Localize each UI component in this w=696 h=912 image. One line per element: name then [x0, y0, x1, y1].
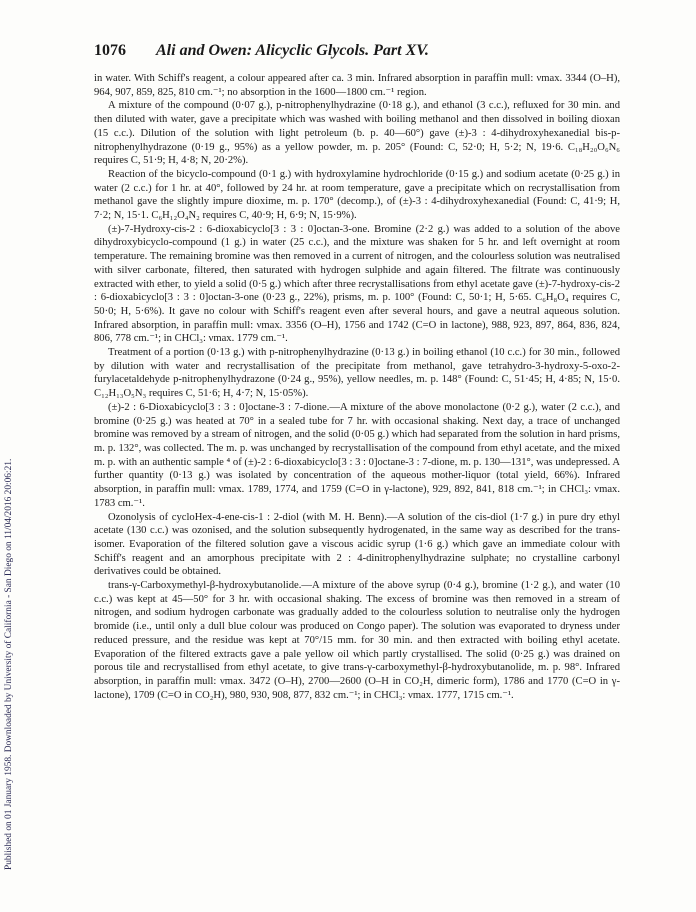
page-number: 1076	[94, 42, 126, 59]
paragraph-hydroxy-lactone: (±)-7-Hydroxy-cis-2 : 6-dioxabicyclo[3 : 3 : 0]octan-3-one. Bromine (2·2 g.) was added to a solution of the above dihydroxybicyclo-compound (1 g.) in water (25 c.c.), and the mixture was shaken for 5 hr. and left overnight at room temperature. The remaining bromine was then removed in a current of nitrogen, and the colourless solution was neutralised with silver carbonate, filtered, then saturated with hydrogen sulphide and again filtered. The filtrate was continuously extracted with ether, to yield a solid (0·5 g.) which after three recrystallisations from ethyl acetate gave (±)-7-hydroxy-cis-2 : 6-dioxabicyclo[3 : 3 : 0]octan-3-one (0·23 g., 22%), prisms, m. p. 100° (Found: C, 50·1; H, 5·65. C₆H₈O₄ requires C, 50·0; H, 5·6%). It gave no colour with Schiff's reagent even after several hours, and gave a neutral aqueous solution. Infrared absorption, in paraffin mull: νmax. 3356 (O–H), 1756 and 1742 (C=O in lactone), 988, 923, 897, 864, 836, 824, 806, 778 cm.⁻¹; in CHCl₃: νmax. 1779 cm.⁻¹.	[94, 223, 620, 345]
download-notice: Published on 01 January 1958. Downloaded by University of California - San Diego on 11/04/2016 20:06:21.	[4, 458, 14, 870]
paragraph-ozonolysis: Ozonolysis of cycloHex-4-ene-cis-1 : 2-diol (with M. H. Benn).—A solution of the cis-diol (1·7 g.) in pure dry ethyl acetate (130 c.c.) was ozonised, and the solution subsequently hydrogenated, in the same way as described for the trans-isomer. Evaporation of the filtered solution gave a viscous acidic syrup (1·6 g.) which gave an immediate colour with Schiff's reagent and an amorphous precipitate with 2 : 4-dinitrophenylhydrazine sulphate; no crystalline carbonyl derivatives could be obtained.	[94, 511, 620, 578]
running-title: Ali and Owen: Alicyclic Glycols. Part XV.	[156, 42, 429, 59]
paragraph-dilactone: (±)-2 : 6-Dioxabicyclo[3 : 3 : 0]octane-3 : 7-dione.—A mixture of the above monolactone (0·2 g.), water (2 c.c.), and bromine (0·25 g.) was heated at 70° in a sealed tube for 7 hr. with occasional shaking. Next day, a trace of unchanged bromine was removed by a stream of nitrogen, and the solid (0·05 g.) which had separated from the solution in hard prisms, m. p. 132°, was collected. The m. p. was unchanged by recrystallisation of the compound from ethyl acetate, and the mixed m. p. with an authentic sample ⁴ of (±)-2 : 6-dioxabicyclo[3 : 3 : 0]octane-3 : 7-dione, m. p. 130—131°, was undepressed. A further quantity (0·13 g.) was isolated by concentration of the aqueous mother-liquor (total yield, 66%). Infrared absorption, in paraffin mull: νmax. 1789, 1774, and 1759 (C=O in γ-lactone), 929, 892, 841, 818 cm.⁻¹; in CHCl₃: νmax. 1783 cm.⁻¹.	[94, 401, 620, 509]
paragraph-butanolide: trans-γ-Carboxymethyl-β-hydroxybutanolide.—A mixture of the above syrup (0·4 g.), bromine (1·2 g.), and water (10 c.c.) was kept at 45—50° for 3 hr. with occasional shaking. The excess of bromine was then removed in a stream of nitrogen, and sodium hydrogen carbonate was gradually added to the colourless solution to neutralise only the hydrogen bromide (i.e., until only a dull blue colour was produced on Congo paper). The solution was evaporated to dryness under reduced pressure, and the residue was kept at 70°/15 mm. for 30 min. and then extracted with boiling ethyl acetate. Evaporation of the filtered extracts gave a pale yellow oil which partly crystallised. The solid (0·25 g.) was drained on porous tile and recrystallised from ethyl acetate, to give trans-γ-carboxymethyl-β-hydroxybutanolide, m. p. 98°. Infrared absorption, in paraffin mull: νmax. 3472 (O–H), 2700—2600 (O–H in CO₂H, dimeric form), 1786 and 1770 (C=O in γ-lactone), 1709 (C=O in CO₂H), 980, 930, 908, 877, 832 cm.⁻¹; in CHCl₃: νmax. 1777, 1715 cm.⁻¹.	[94, 580, 620, 701]
paragraph-dioxime: Reaction of the bicyclo-compound (0·1 g.) with hydroxylamine hydrochloride (0·15 g.) and sodium acetate (0·25 g.) in water (2 c.c.) for 1 hr. at 40°, followed by 24 hr. at room temperature, gave a precipitate which on recrystallisation from methanol gave the slightly impure dioxime, m. p. 170° (decomp.), of (±)-3 : 4-dihydroxyhexanedial (Found: C, 41·9; H, 7·2; N, 15·1. C₆H₁₂O₄N₂ requires C, 40·9; H, 6·9; N, 15·9%).	[94, 168, 620, 222]
article-body	[94, 72, 620, 908]
paragraph-furylacetaldehyde: Treatment of a portion (0·13 g.) with p-nitrophenylhydrazine (0·13 g.) in boiling ethanol (10 c.c.) for 30 min., followed by dilution with water and recrystallisation of the precipitate from methanol, gave tetrahydro-3-hydroxy-5-oxo-2-furylacetaldehyde p-nitrophenylhydrazone (0·24 g., 95%), yellow needles, m. p. 148° (Found: C, 51·45; H, 4·85; N, 15·0. C₁₂H₁₃O₅N₃ requires C, 51·6; H, 4·7; N, 15·05%).	[94, 347, 620, 400]
paragraph-bis-hydrazone: A mixture of the compound (0·07 g.), p-nitrophenylhydrazine (0·18 g.), and ethanol (3 c.c.), refluxed for 30 min. and then diluted with water, gave a precipitate which was washed with boiling methanol and then dissolved in boiling dioxan (15 c.c.). Dilution of the solution with light petroleum (b. p. 40—60°) gave (±)-3 : 4-dihydroxyhexanedial bis-p-nitrophenylhydrazone (0·19 g., 95%) as a yellow powder, m. p. 205° (Found: C, 52·0; H, 5·2; N, 19·6. C₁₈H₂₀O₆N₆ requires C, 51·9; H, 4·8; N, 20·2%).	[94, 100, 620, 167]
download-notice-margin	[2, 70, 16, 870]
paragraph-continuation: in water. With Schiff's reagent, a colour appeared after ca. 3 min. Infrared absorption in paraffin mull: νmax. 3344 (O–H), 964, 907, 859, 825, 810 cm.⁻¹; no absorption in the 1600—1800 cm.⁻¹ region.	[94, 73, 620, 98]
page-header	[94, 40, 614, 62]
